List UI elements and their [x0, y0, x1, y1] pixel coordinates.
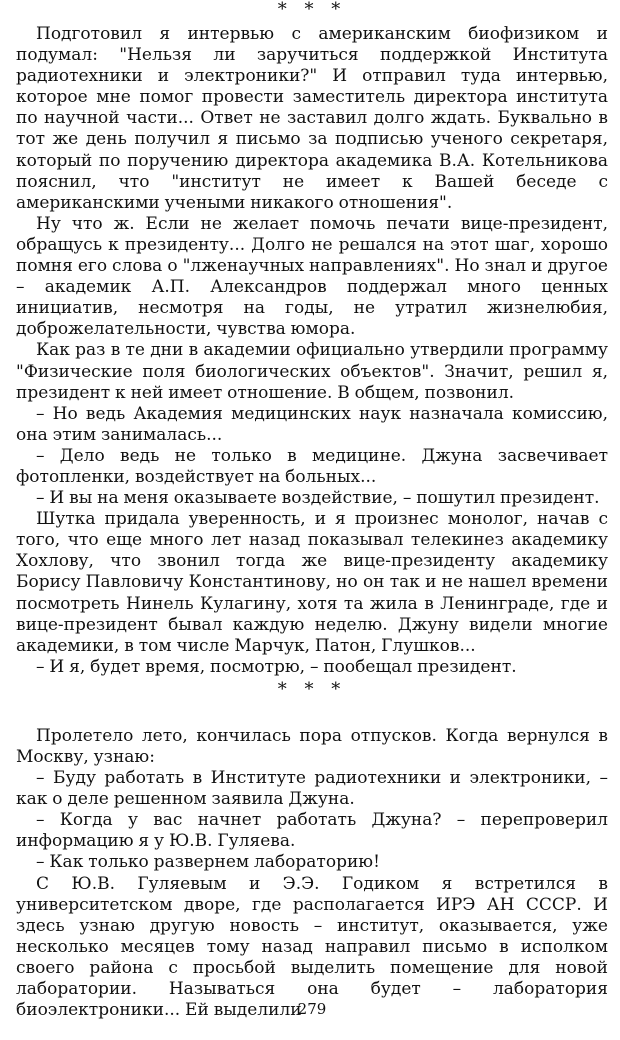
paragraph: Пролетело лето, кончилась пора отпусков. Когда вернулся в Москву, узнаю: — [16, 725, 608, 767]
paragraph: Подготовил я интервью с американским биофизиком и подумал: "Нельзя ли заручиться поддержкой Института радиотехники и электроники?" И отправил туда интервью, которое мне помог провести заместитель директора института по научной части... Ответ не заставил долго ждать. Буквально в тот же день получил я письмо за подписью ученого секретаря, который по поручению директора академика В.А. Котельникова пояснил, что "институт не имеет к Вашей беседе с американскими учеными никакого отношения". — [16, 24, 608, 213]
dialogue-line: – Как только развернем лабораторию! — [36, 852, 380, 873]
dialogue-line: – Дело ведь не только в медицине. Джуна засвечивает фотопленки, воздействует на больных... — [16, 445, 608, 487]
dialogue-line: – И я, будет время, посмотрю, – пообещал президент. — [36, 656, 517, 677]
book-page — [16, 0, 608, 1040]
section-separator-top: * * * — [277, 0, 347, 20]
page-number: 279 — [297, 1000, 327, 1018]
section-two — [16, 726, 608, 1021]
paragraph: Шутка придала уверенность, и я произнес монолог, начав с того, что еще много лет назад показывал телекинез академику Хохлову, что звонил тогда же вице-президенту академику Борису Павловичу Константинову, но он так и не нашел времени посмотреть Нинель Кулагину, хотя та жила в Ленинграде, где и вице-президент бывал каждую неделю. Джуну видели многие академики, в том числе Марчук, Патон, Глушков... — [16, 509, 608, 656]
paragraph: Ну что ж. Если не желает помочь печати вице-президент, обращусь к президенту... Долго не решался на этот шаг, хорошо помня его слова о "лженаучных направлениях". Но знал и другое – академик А.П. Александров поддержал много ценных инициатив, несмотря на годы, не утратил жизнелюбия, доброжелательности, чувства юмора. — [16, 213, 608, 340]
paragraph: С Ю.В. Гуляевым и Э.Э. Годиком я встретился в университетском дворе, где располагается ИРЭ АН СССР. И здесь узнаю другую новость – институт, оказывается, уже несколько месяцев тому назад направил письмо в исполком своего района с просьбой выделить помещение для новой лаборатории. Называться она будет – лаборатория биоэлектроники... Ей выделили — [16, 873, 608, 1021]
dialogue-line: – Но ведь Академия медицинских наук назначала комиссию, она этим занималась... — [16, 403, 608, 445]
section-one — [16, 24, 608, 678]
dialogue-line: – И вы на меня оказываете воздействие, – пошутил президент. — [36, 488, 600, 509]
dialogue-line: – Буду работать в Институте радиотехники и электроники, – как о деле решенном заявила Джуна. — [16, 768, 608, 810]
paragraph: Как раз в те дни в академии официально утвердили программу "Физические поля биологических объектов". Значит, решил я, президент к ней имеет отношение. В общем, позвонил. — [16, 340, 608, 403]
dialogue-line: – Когда у вас начнет работать Джуна? – перепроверил информацию я у Ю.В. Гуляева. — [16, 810, 608, 852]
section-separator-middle: * * * — [277, 678, 347, 700]
